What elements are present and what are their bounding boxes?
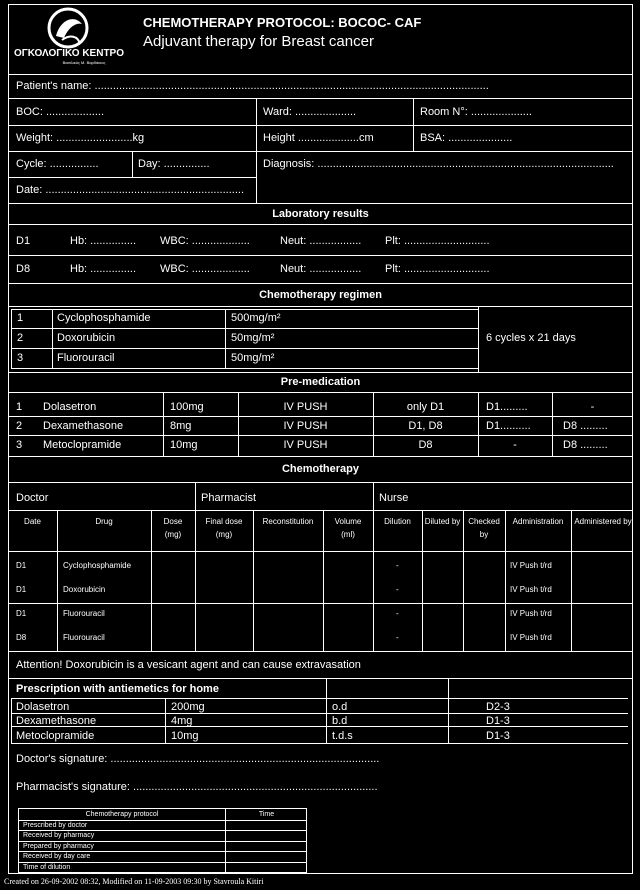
premed-drug: Dolasetron: [43, 401, 97, 413]
premed-drug: Dexamethasone: [43, 420, 124, 432]
home-drug: Dexamethasone: [16, 715, 97, 727]
col-header-reconstitution: Reconstitution: [262, 517, 314, 526]
regimen-drug: Fluorouracil: [57, 352, 115, 364]
regimen-cycles: 6 cycles x 21 days: [486, 332, 576, 344]
tracking-row-label: Received by day care: [23, 853, 91, 860]
lab-neut-field[interactable]: Neut: .................: [280, 235, 362, 247]
doctor-signature-field[interactable]: Doctor's signature: ........................................................................................: [16, 753, 380, 765]
tracking-row-label: Received by pharmacy: [23, 832, 95, 839]
chemo-dilution: -: [396, 609, 399, 618]
tracking-row-label: Time of dilution: [23, 864, 71, 871]
chemo-dilution: -: [396, 561, 399, 570]
regimen-dose: 50mg/m²: [231, 352, 275, 364]
lab-row-day: D8: [16, 263, 31, 275]
lab-wbc-field[interactable]: WBC: ...................: [160, 263, 250, 275]
day-field[interactable]: Day: ...............: [138, 158, 210, 170]
room-field[interactable]: Room N°: ....................: [420, 106, 532, 118]
lab-row-day: D1: [16, 235, 31, 247]
doctor-label: Doctor: [16, 492, 49, 504]
chemo-dilution: -: [396, 585, 399, 594]
tracking-header-protocol: Chemotherapy protocol: [85, 811, 159, 818]
pharmacist-signature-field[interactable]: Pharmacist's signature: ................................................................................: [16, 781, 378, 793]
logo-text: ΟΓΚΟΛΟΓΙΚΟ ΚΕΝΤΡΟ: [13, 48, 125, 59]
chemo-administration: IV Push t/rd: [510, 585, 552, 594]
tracking-row-label: Prepared by pharmacy: [23, 843, 94, 850]
premed-drug: Metoclopramide: [43, 439, 122, 451]
tracking-header-time: Time: [258, 811, 275, 818]
home-prescription-title: Prescription with antiemetics for home: [16, 683, 219, 695]
protocol-title: CHEMOTHERAPY PROTOCOL: BOCOC- CAF: [143, 15, 422, 30]
chemo-drug: Fluorouracil: [63, 633, 105, 642]
cycle-field[interactable]: Cycle: ................: [16, 158, 99, 170]
regimen-row-number: 2: [17, 332, 24, 344]
regimen-row-number: 1: [17, 312, 24, 324]
premed-row-number: 2: [16, 420, 23, 432]
nurse-label: Nurse: [379, 492, 409, 504]
col-header-administered-by: Administered by: [574, 517, 632, 526]
chemo-dilution: -: [396, 633, 399, 642]
lab-plt-field[interactable]: Plt: ............................: [385, 235, 490, 247]
col-header-final-dose: Final dose (mg): [205, 517, 243, 539]
chemo-date: D1: [16, 609, 27, 618]
lab-plt-field[interactable]: Plt: ............................: [385, 263, 490, 275]
chemo-date: D8: [16, 633, 27, 642]
premed-when: only D1: [406, 401, 445, 413]
tracking-row-label: Prescribed by doctor: [23, 822, 88, 829]
premed-d8[interactable]: D8 .........: [563, 439, 608, 451]
premed-dose: 8mg: [170, 420, 192, 432]
chemo-title: Chemotherapy: [281, 463, 360, 475]
lab-title: Laboratory results: [272, 208, 369, 220]
lab-wbc-field[interactable]: WBC: ...................: [160, 235, 250, 247]
chemo-administration: IV Push t/rd: [510, 633, 552, 642]
regimen-row-number: 3: [17, 352, 24, 364]
home-dose: 10mg: [171, 730, 199, 742]
premed-row-number: 3: [16, 439, 23, 451]
home-days: D1-3: [486, 715, 510, 727]
chemo-date: D1: [16, 561, 27, 570]
protocol-subtitle: Adjuvant therapy for Breast cancer: [143, 33, 374, 50]
col-header-administration: Administration: [512, 517, 564, 526]
patient-name-field[interactable]: Patient's name: .................................................................................................................................: [16, 80, 489, 92]
col-header-checked-by: Checked by: [468, 517, 500, 539]
home-drug: Metoclopramide: [16, 730, 95, 742]
regimen-title: Chemotherapy regimen: [259, 289, 382, 301]
chemo-drug: Fluorouracil: [63, 609, 105, 618]
col-header-date: Date: [24, 517, 41, 526]
bsa-field[interactable]: BSA: .....................: [420, 132, 513, 144]
home-drug: Dolasetron: [16, 701, 70, 713]
height-field[interactable]: Height ....................cm: [263, 132, 374, 144]
col-header-diluted-by: Diluted by: [424, 517, 461, 526]
chemo-administration: IV Push t/rd: [510, 561, 552, 570]
chemo-drug: Doxorubicin: [63, 585, 106, 594]
premed-d8[interactable]: D8 .........: [563, 420, 608, 432]
col-header-drug: Drug: [95, 517, 113, 526]
boc-field[interactable]: BOC: ...................: [16, 106, 105, 118]
regimen-drug: Doxorubicin: [57, 332, 116, 344]
lab-neut-field[interactable]: Neut: .................: [280, 263, 362, 275]
weight-field[interactable]: Weight: .........................kg: [16, 132, 145, 144]
premed-when: D1, D8: [408, 420, 443, 432]
home-frequency: o.d: [332, 701, 348, 713]
regimen-drug: Cyclophosphamide: [57, 312, 151, 324]
pharmacist-label: Pharmacist: [201, 492, 257, 504]
premed-row-number: 1: [16, 401, 23, 413]
home-dose: 200mg: [171, 701, 205, 713]
premed-title: Pre-medication: [280, 376, 361, 388]
premed-route: IV PUSH: [283, 439, 328, 451]
home-dose: 4mg: [171, 715, 193, 727]
home-frequency: t.d.s: [332, 730, 353, 742]
created-note: Created on 26-09-2002 08:32, Modified on 11-09-2003 09:30 by Stavroula Kitiri: [4, 877, 264, 886]
logo-subtext: Βασιλικός Μ. Βαρδάκιος: [62, 60, 106, 65]
chemo-date: D1: [16, 585, 27, 594]
date-field[interactable]: Date: .................................................................: [16, 184, 244, 196]
regimen-dose: 50mg/m²: [231, 332, 275, 344]
col-header-volume: Volume (ml): [334, 517, 362, 539]
premed-d1[interactable]: D1..........: [486, 420, 531, 432]
premed-d8[interactable]: -: [590, 401, 595, 413]
premed-route: IV PUSH: [283, 401, 328, 413]
home-frequency: b.d: [332, 715, 348, 727]
lab-hb-field[interactable]: Hb: ...............: [70, 263, 137, 275]
chemo-administration: IV Push t/rd: [510, 609, 552, 618]
premed-d1[interactable]: D1.........: [486, 401, 528, 413]
home-days: D1-3: [486, 730, 510, 742]
premed-dose: 10mg: [170, 439, 198, 451]
lab-hb-field[interactable]: Hb: ...............: [70, 235, 137, 247]
ward-field[interactable]: Ward: ....................: [263, 106, 357, 118]
regimen-dose: 500mg/m²: [231, 312, 281, 324]
premed-d1[interactable]: -: [513, 439, 517, 451]
col-header-dose: Dose (mg): [163, 517, 183, 539]
attention-note: Attention! Doxorubicin is a vesicant agent and can cause extravasation: [16, 659, 361, 671]
premed-when: D8: [418, 439, 433, 451]
tracking-table: [18, 808, 307, 873]
col-header-dilution: Dilution: [384, 517, 411, 526]
home-days: D2-3: [486, 701, 510, 713]
diagnosis-field[interactable]: Diagnosis: .................................................................................................: [263, 158, 614, 170]
premed-route: IV PUSH: [283, 420, 328, 432]
premed-dose: 100mg: [170, 401, 204, 413]
chemo-drug: Cyclophosphamide: [63, 561, 132, 570]
